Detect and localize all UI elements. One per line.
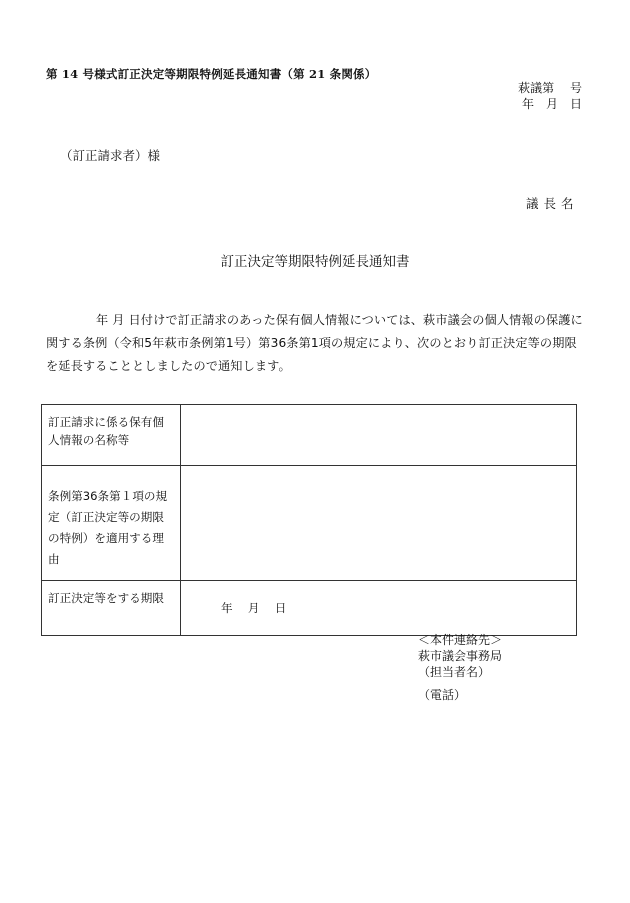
details-table: [41, 404, 577, 636]
contact-person: （担当者名）: [418, 665, 491, 679]
contact-phone: （電話）: [418, 688, 467, 702]
info-name-label: 訂正請求に係る保有個人情報の名称等: [42, 405, 181, 466]
notice-body: 年 月 日付けで訂正請求のあった保有個人情報については、萩市議会の個人情報の保護に関する条例（令和5年萩市条例第1号）第36条第1項の規定により、次のとおり訂正決定等の期限を延長することとしましたので通知します。: [46, 313, 583, 373]
contact-block: [418, 632, 502, 703]
reason-label: 条例第36条第１項の規定（訂正決定等の期限の特例）を適用する理由: [42, 466, 181, 581]
deadline-value: 年 月 日: [181, 581, 577, 636]
document-title: 訂正決定等期限特例延長通知書: [220, 254, 410, 270]
issue-date: 年 月 日: [521, 97, 582, 111]
chairperson-name: 議 長 名: [526, 196, 574, 211]
deadline-label: 訂正決定等をする期限: [42, 581, 181, 636]
document-number-block: [518, 80, 582, 112]
reason-value: [181, 466, 577, 581]
table-row: [42, 405, 577, 466]
info-name-value: [181, 405, 577, 466]
document-number: 萩議第 号: [518, 81, 582, 95]
form-number: 第 14 号様式訂正決定等期限特例延長通知書（第 21 条関係）: [46, 67, 377, 81]
recipient: （訂正請求者）様: [60, 148, 161, 163]
contact-header: ＜本件連絡先＞: [418, 633, 503, 647]
table-row: [42, 466, 577, 581]
contact-office: 萩市議会事務局: [418, 649, 503, 663]
table-row: [42, 581, 577, 636]
